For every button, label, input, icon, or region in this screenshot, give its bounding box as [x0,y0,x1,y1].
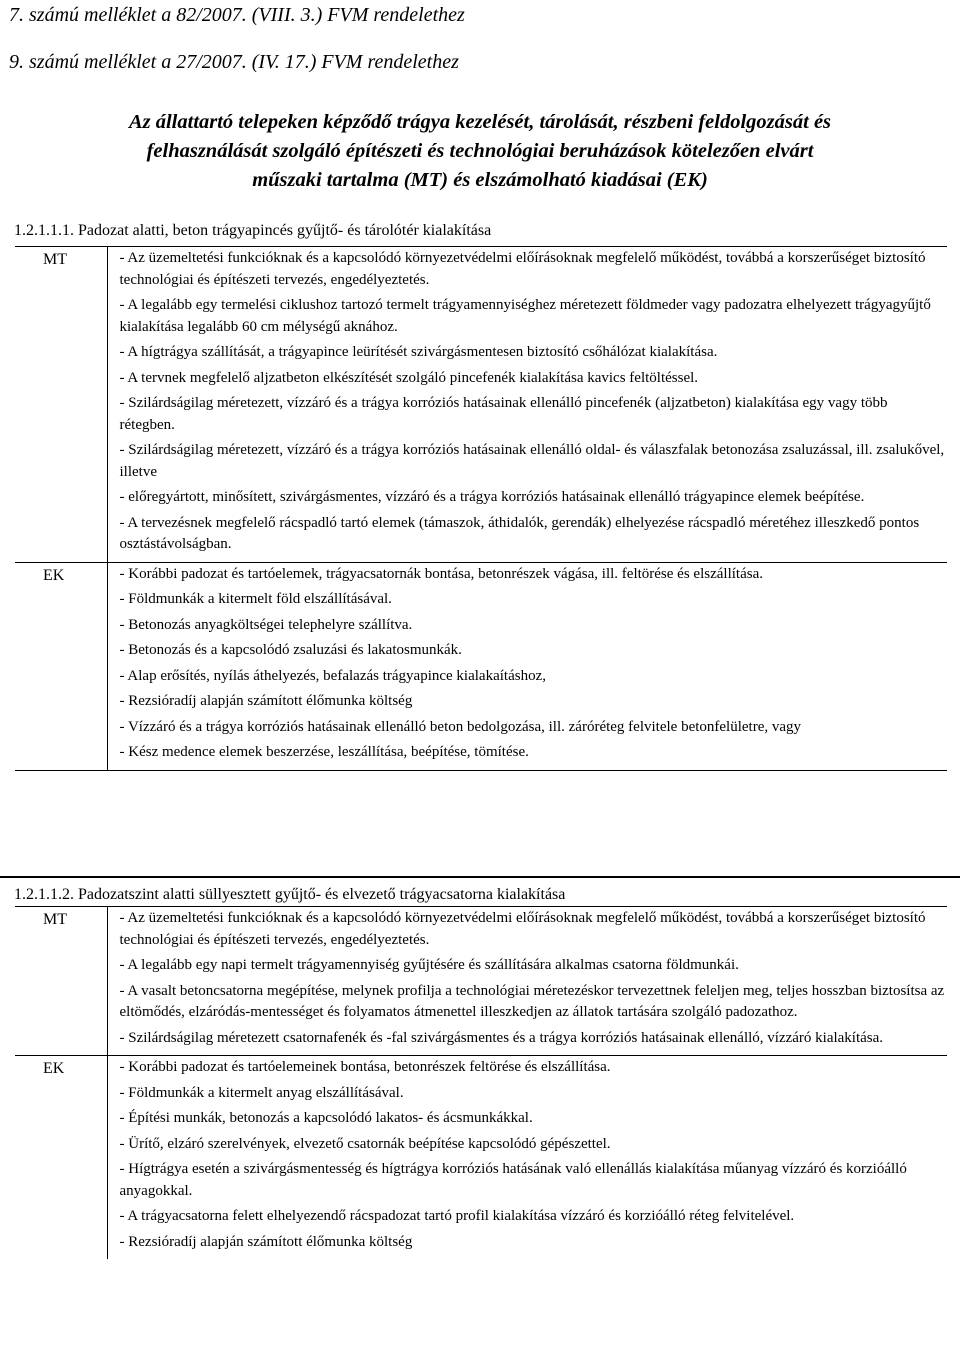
list-item: - Alap erősítés, nyílás áthelyezés, befalazás trágyapince kialakaításhoz, [119,667,546,684]
section-divider [0,876,960,878]
list-item: - Betonozás anyagköltségei telephelyre szállítva. [119,616,413,633]
list-item: - A tervnek megfelelő aljzatbeton elkészítését szolgáló pincefenék kialakítása kavics feltöltéssel. [119,369,699,386]
ek-items [107,1056,947,1260]
list-item: - Ürítő, elzáró szerelvények, elvezető csatornák beépítése kapcsolódó gépészettel. [119,1135,611,1152]
section-heading: 1.2.1.1.2. Padozatszint alatti süllyesztett gyűjtő- és elvezető trágyacsatorna kialakítása [14,886,566,903]
mt-items [107,247,947,563]
ek-label: EK [15,1056,107,1260]
list-item: - Szilárdságilag méretezett, vízzáró és a trágya korróziós hatásainak ellenálló pincefenék (aljzatbeton) kialakítása egy vagy több rétegben. [119,395,888,433]
mt-label: MT [15,907,107,1056]
list-item: - A vasalt betoncsatorna megépítése, melynek profilja a technológiai méretezéskor tervezettnek feleljen meg, teljes hosszban biztosítsa az eltömődés, elzáródás-mentességet és folyamatos átmenettel illeszkedjen az állatok tartására szolgáló padozathoz. [119,982,945,1020]
mt-items [107,907,947,1056]
list-item: - Az üzemeltetési funkcióknak és a kapcsolódó környezetvédelmi előírásoknak megfelelő működést, továbbá a korszerűséget biztosító technológiai és építészeti tervezés, engedélyeztetés. [119,910,926,948]
title-line-2: felhasználását szolgáló építészeti és technológiai beruházások kötelezően elvárt [146,140,814,162]
list-item: - A tervezésnek megfelelő rácspadló tartó elemek (támaszok, áthidalók, gerendák) elhelyezése rácspadló méretéhez illeszkedő pontos osztástávolságban. [119,514,920,552]
ek-label: EK [15,562,107,770]
list-item: - Építési munkák, betonozás a kapcsolódó lakatos- és ácsmunkákkal. [119,1110,533,1126]
list-item: - előregyártott, minősített, szivárgásmentes, vízzáró és a trágya korróziós hatásainak ellenálló trágyapince elemek beépítése. [119,489,865,505]
list-item: - Földmunkák a kitermelt anyag elszállításával. [119,1084,404,1101]
list-item: - Hígtrágya esetén a szivárgásmentesség és hígtrágya korróziós hatásának való ellenállás kialakítása műanyag vízzáró és korzióálló anyagokkal. [119,1161,907,1199]
list-item: - Szilárdságilag méretezett csatornafenék és -fal szivárgásmentes és a trágya korróziós hatásainak ellenálló, vízzáró kialakítása. [119,1029,884,1046]
list-item: - Földmunkák a kitermelt föld elszállításával. [119,591,392,607]
list-item: - Rezsióradíj alapján számított élőmunka költség [119,693,413,709]
list-item: - Korábbi padozat és tartóelemek, trágyacsatornák bontása, betonrészek vágása, ill. feltörése és elszállítása. [119,565,763,582]
list-item: - Rezsióradíj alapján számított élőmunka költség [119,1233,413,1250]
list-item: - Kész medence elemek beszerzése, leszállítása, beépítése, tömítése. [119,744,529,760]
mt-label: MT [15,247,107,563]
ek-items [107,562,947,770]
list-item: - Korábbi padozat és tartóelemeinek bontása, betonrészek feltörése és elszállítása. [119,1059,611,1075]
section-heading: 1.2.1.1.1. Padozat alatti, beton trágyapincés gyűjtő- és tárolótér kialakítása [14,222,492,239]
list-item: - A legalább egy napi termelt trágyamennyiség gyűjtésére és szállítására alkalmas csatorna földmunkái. [119,957,739,973]
section-table [15,246,947,771]
list-item: - A trágyacsatorna felett elhelyezendő rácspadozat tartó profil kialakítása vízzáró és korzióálló réteg felvitelével. [119,1208,795,1224]
list-item: - A legalább egy termelési ciklushoz tartozó termelt trágyamennyiséghez méretezett földmeder vagy padozatra elhelyezett trágyagyűjtő kialakítása legalább 60 cm mélységű aknához. [119,297,931,335]
header-line-1: 7. számú melléklet a 82/2007. (VIII. 3.) FVM rendelethez [9,4,465,26]
header-line-2: 9. számú melléklet a 27/2007. (IV. 17.) FVM rendelethez [9,51,459,73]
list-item: - A hígtrágya szállítását, a trágyapince leürítését szivárgásmentesen biztosító csőhálózat kialakítása. [119,344,718,360]
document-title [0,108,960,195]
section-table [15,906,947,1259]
list-item: - Vízzáró és a trágya korróziós hatásainak ellenálló beton bedolgozása, ill. záróréteg felvitele betonfelületre, vagy [119,718,802,735]
list-item: - Betonozás és a kapcsolódó zsaluzási és lakatosmunkák. [119,642,462,658]
list-item: - Az üzemeltetési funkcióknak és a kapcsolódó környezetvédelmi előírásoknak megfelelő működést, továbbá a korszerűséget biztosító technológiai és építészeti tervezés, engedélyeztetés. [119,250,926,288]
list-item: - Szilárdságilag méretezett, vízzáró és a trágya korróziós hatásainak ellenálló oldal- és válaszfalak betonozása zsaluzással, ill. zsalukővel, illetve [119,442,945,480]
title-line-3: műszaki tartalma (MT) és elszámolható kiadásai (EK) [252,169,708,191]
title-line-1: Az állattartó telepeken képződő trágya kezelését, tárolását, részbeni feldolgozását és [128,111,832,133]
